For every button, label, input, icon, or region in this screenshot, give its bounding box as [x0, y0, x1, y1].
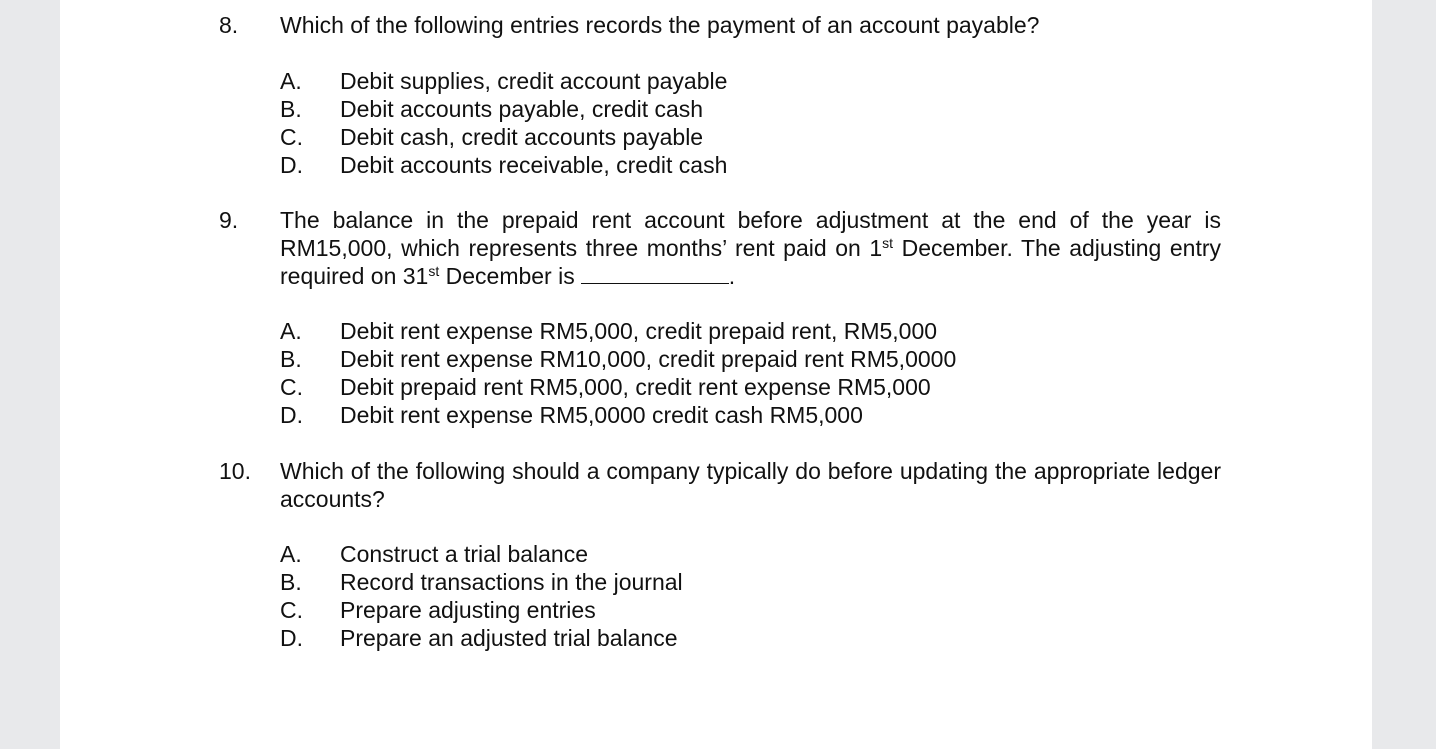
option-d — [280, 151, 1221, 179]
option-letter: B. — [280, 96, 302, 122]
question-stem — [280, 206, 1221, 290]
option-text: Debit rent expense RM10,000, credit prepaid rent RM5,0000 — [340, 346, 957, 372]
option-c — [280, 373, 1221, 401]
option-letter: D. — [280, 625, 303, 651]
option-text: Prepare adjusting entries — [340, 597, 596, 623]
option-c — [280, 123, 1221, 151]
option-text: Debit accounts receivable, credit cash — [340, 152, 728, 178]
option-a — [280, 540, 1221, 568]
option-letter: C. — [280, 597, 303, 623]
option-d — [280, 401, 1221, 429]
answer-options — [280, 317, 1221, 429]
option-letter: C. — [280, 374, 303, 400]
option-letter: D. — [280, 152, 303, 178]
option-d — [280, 624, 1221, 652]
option-letter: A. — [280, 541, 302, 567]
option-c — [280, 596, 1221, 624]
stem-text: . — [728, 263, 736, 289]
option-text: Construct a trial balance — [340, 541, 589, 567]
option-text: Record transactions in the journal — [340, 569, 683, 595]
option-letter: D. — [280, 402, 303, 428]
option-letter: C. — [280, 124, 303, 150]
option-text: Prepare an adjusted trial balance — [340, 625, 678, 651]
answer-options — [280, 540, 1221, 652]
option-text: Debit rent expense RM5,000, credit prepaid rent, RM5,000 — [340, 318, 938, 344]
option-letter: B. — [280, 569, 302, 595]
option-a — [280, 317, 1221, 345]
option-b — [280, 95, 1221, 123]
option-text: Debit accounts payable, credit cash — [340, 96, 704, 122]
question-text: Which of the following entries records the payment of an account payable? — [280, 12, 1040, 38]
option-text: Debit rent expense RM5,0000 credit cash RM5,000 — [340, 402, 863, 428]
option-letter: B. — [280, 346, 302, 372]
question-number: 10. — [219, 458, 251, 484]
question-stem — [280, 11, 1221, 39]
stem-text: December. The adjusting entry required on 31 — [280, 235, 1221, 289]
option-text: Debit supplies, credit account payable — [340, 68, 728, 94]
option-b — [280, 568, 1221, 596]
question-text — [280, 206, 1221, 290]
question-text: Which of the following should a company typically do before updating the appropriate ledger accounts? — [280, 458, 1221, 512]
option-text: Debit prepaid rent RM5,000, credit rent expense RM5,000 — [340, 374, 931, 400]
option-letter: A. — [280, 318, 302, 344]
answer-options — [280, 67, 1221, 179]
question-number: 9. — [219, 207, 239, 233]
answer-blank — [581, 263, 729, 284]
option-text: Debit cash, credit accounts payable — [340, 124, 704, 150]
stem-text: December is — [439, 263, 575, 289]
ordinal-suffix: st — [882, 235, 894, 251]
ordinal-suffix: st — [428, 263, 440, 279]
option-a — [280, 67, 1221, 95]
question-stem — [280, 457, 1221, 513]
option-b — [280, 345, 1221, 373]
option-letter: A. — [280, 68, 302, 94]
stem-text: The balance in the prepaid rent account before adjustment at the end of the year is RM15,000, which represents three months’ rent paid on 1 — [280, 207, 1221, 261]
document-page — [60, 0, 1372, 749]
question-number: 8. — [219, 12, 239, 38]
